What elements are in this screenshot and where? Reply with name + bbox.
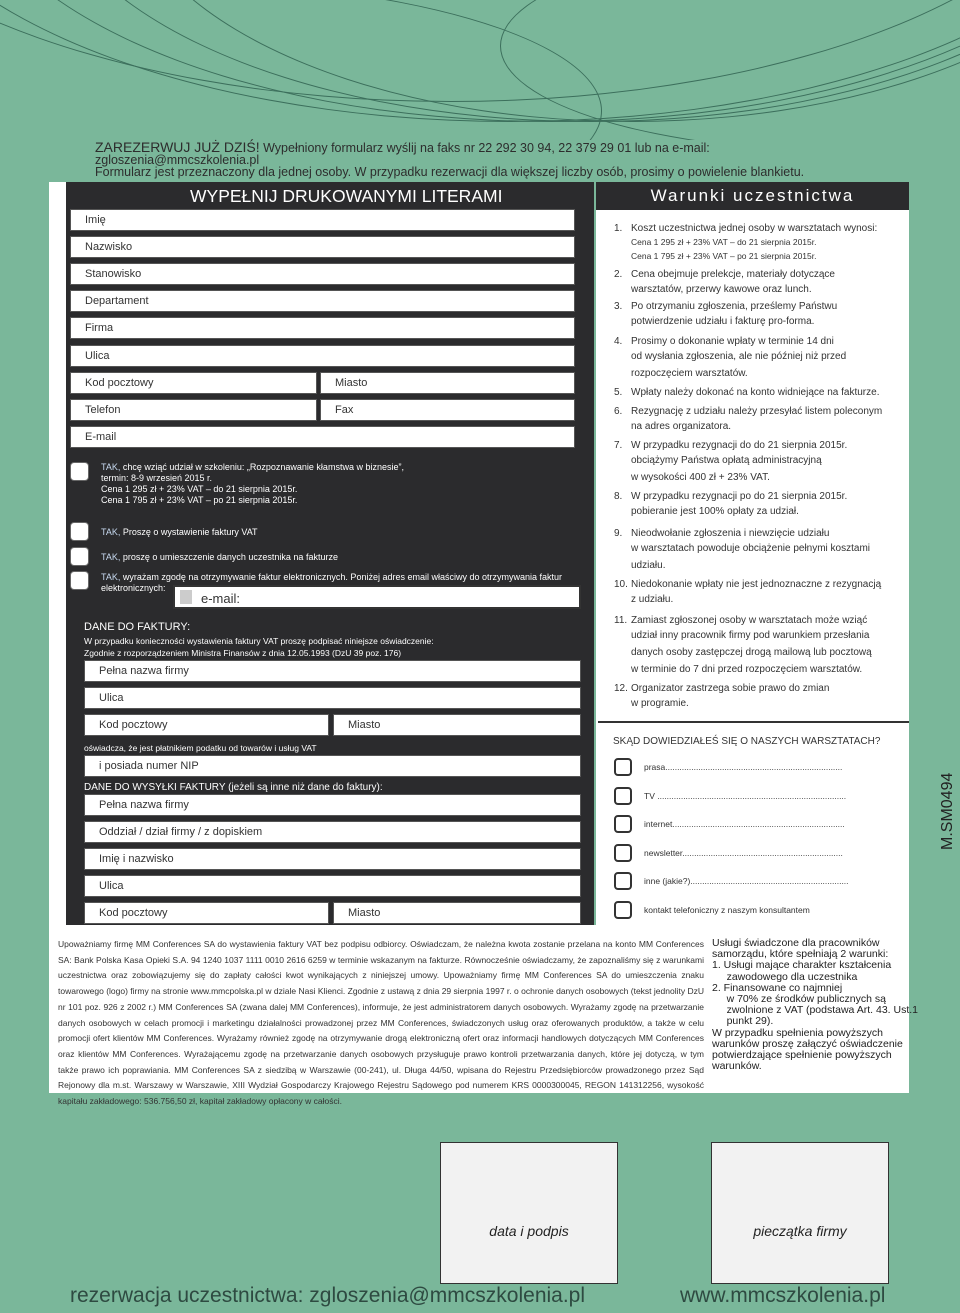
shipping-company-field[interactable]: Pełna nazwa firmy [84,794,581,816]
condition-item [614,301,904,330]
source-checkbox[interactable] [614,872,632,890]
condition-line: na adres organizatora. [631,421,732,432]
position-field[interactable]: Stanowisko [70,263,575,285]
vat-invoice-label [101,527,258,538]
postcode-field[interactable]: Kod pocztowy [70,372,317,394]
condition-line: rozpoczęciem warsztatów. [631,368,748,379]
source-label: kontakt telefoniczny z naszym konsultantem [644,904,810,915]
condition-number: 7. [614,440,623,451]
form-code: M.SM0494 [939,772,956,850]
condition-line: danych osoby zastępczej drogą mailową lub pocztową [631,647,872,658]
panel-divider [598,721,909,723]
condition-line: w terminie do 7 dni przed rozpoczęciem warsztatów. [631,664,863,675]
condition-line: w warsztatach powoduje obciążenie pełnymi kosztami [631,543,871,554]
nip-field[interactable]: i posiada numer NIP [84,755,581,777]
source-checkbox[interactable] [614,787,632,805]
condition-number: 2. [614,269,623,280]
vat-exemption-line: 1. Usługi mające charakter kształcenia [712,959,892,972]
condition-number: 4. [614,336,623,347]
source-title: SKĄD DOWIEDZIAŁEŚ SIĘ O NASZYCH WARSZTATACH? [613,736,881,747]
stamp-box[interactable] [711,1142,889,1284]
condition-line: Wpłaty należy dokonać na konto widniejące na fakturze. [631,387,880,398]
decorative-background [0,0,960,140]
vat-invoice-checkbox[interactable] [70,522,89,541]
e-invoice-text: wyrażam zgodę na otrzymywanie faktur elektronicznych. Poniżej adres email właściwy do otrzymywania faktur [120,572,563,582]
condition-item [614,336,904,382]
email-field[interactable]: E-mail [70,426,575,448]
invoice-title: DANE DO FAKTURY: [84,621,191,633]
vat-exemption-line: Usługi świadczone dla pracowników [712,937,880,949]
condition-line: Cena obejmuje prelekcje, materiały dotyczące [631,269,835,280]
training-price-2: Cena 1 795 zł + 23% VAT – po 21 sierpnia 2015r. [101,495,298,505]
training-price-1: Cena 1 295 zł + 23% VAT – do 21 sierpnia 2015r. [101,484,298,494]
vat-exemption-line: warunków proszę załączyć oświadczenie [712,1037,903,1050]
condition-item [614,491,904,520]
condition-line: Rezygnację z udziału należy przesyłać listem poleconym [631,406,883,417]
invoice-city-field[interactable]: Miasto [333,714,581,736]
vat-exemption-line: potwierdzające spełnienie powyższych [712,1049,892,1062]
source-checkbox[interactable] [614,815,632,833]
reserve-text-1: Wypełniony formularz wyślij na faks nr 22 292 30 94, 22 379 29 01 lub na e-mail: zgloszenia@mmcszkolenia.pl [95,141,710,167]
condition-line: z udziału. [631,594,674,605]
vat-exemption-line: zawodowego dla uczestnika [712,970,858,983]
conditions-title: Warunki uczestnictwa [596,182,909,210]
condition-line: Cena 1 295 zł + 23% VAT – do 21 sierpnia 2015r. [631,237,817,247]
training-date: termin: 8-9 wrzesień 2015 r. [101,473,213,483]
legal-text: Upoważniamy firmę MM Conferences SA do wystawienia faktury VAT bez podpisu odbiorcy. Oświadczam, że należna kwota zostanie przelana na konto MM Conferences SA: Bank Polska Kasa Opieki S.A. 94 1240 1037 1111 0010 2616 6259 w terminie wskazanym na fakturze. Równocześnie oświadczamy, że zapoznaliśmy się z warunkami uczestnictwa oraz zobowiązujemy się do zapłaty całości kwot wynikających z niniejszej umowy. Upoważniamy firmę MM Conferences SA do umieszczenia znaku towarowego (logo) firmy na stronie www.mmcpolska.pl w dziale Nasi Klienci. Zgodnie z ustawą z dnia 29 sierpnia 1997 r. o ochronie danych osobowych (tekst jednolity DzU nr 101 poz. 926 z 2002 r.) MM Conferences SA (zwana dalej MM Conferences), informuje, że jest administratorem danych osobowych. Wyrażamy zgodę na przetwarzanie danych osobowych w celach promocji i marketingu działalności prowadzonej przez MM Conferences, świadczonych usług oraz oferowanych produktów, a także w celu promocji ofert klientów MM Conferences. Wyrażamy również zgodę na otrzymywanie drogą elektroniczną ofert oraz informacji handlowych dotyczących MM Conferences oraz klientów MM Conferences. Wyrażającemu zgodę na przetwarzanie danych osobowych przysługuje prawo kontroli przetwarzania danych, które jej dotyczą, w tym także prawo ich poprawiania. MM Conferences SA z siedzibą w Warszawie (00-241), ul. Długa 44/50, wpisana do Rejestru Przedsiębiorców prowadzonego przez Sąd Rejonowy dla m.st. Warszawy w Warszawie, XIII Wydział Gospodarczy Krajowego Rejestru Sądowego pod numerem KRS 0000300045, REGON 141312256, wysokość kapitału zakładowego: 536.756,50 zł, kapitał zakładowy opłacony w całości. [58,939,704,1107]
condition-line: W przypadku rezygnacji po do 21 sierpnia 2015r. [631,491,848,502]
participant-text: proszę o umieszczenie danych uczestnika na fakturze [120,552,338,562]
vat-exemption-line: 2. Finansowane co najmniej [712,981,843,994]
condition-number: 8. [614,491,623,502]
signature-box[interactable] [440,1142,618,1284]
participant-data-checkbox[interactable] [70,547,89,566]
condition-number: 6. [614,406,623,417]
condition-line: Nieodwołanie zgłoszenia i niewzięcie udziału [631,528,830,539]
invoice-company-field[interactable]: Pełna nazwa firmy [84,660,581,682]
condition-number: 5. [614,387,623,398]
condition-line: obciążymy Państwa opłatą administracyjną [631,455,822,466]
condition-item [614,579,904,608]
vat-exemption-line: zwolnione z VAT (podstawa Art. 43. Ust.1 [712,1004,919,1017]
source-label: newsletter.................................................................... [644,847,843,858]
vat-exemption-line: w 70% ze środków publicznych są [712,993,886,1006]
footer-domain: mmcszkolenia [730,1284,864,1307]
email-input-marker [180,590,192,604]
e-invoice-tak: TAK, [101,572,121,582]
condition-item [614,269,904,298]
condition-line: Niedokonanie wpłaty nie jest jednoznaczne z rezygnacją [631,579,882,590]
reserve-headline: ZAREZERWUJ JUŻ DZIŚ! [95,139,260,155]
company-field[interactable]: Firma [70,317,575,339]
condition-item [614,528,904,574]
condition-number: 3. [614,301,623,312]
condition-item [614,683,904,712]
invoice-street-field[interactable]: Ulica [84,687,581,709]
condition-line: Organizator zastrzega sobie prawo do zmian [631,683,830,694]
e-invoice-email-input[interactable] [173,585,581,609]
phone-field[interactable]: Telefon [70,399,317,421]
footer-www: www. [680,1284,731,1307]
source-checkbox[interactable] [614,901,632,919]
footer-tld: .pl [863,1284,886,1307]
condition-number: 1. [614,223,623,234]
condition-line: Prosimy o dokonanie wpłaty w terminie 14 dni [631,336,834,347]
shipping-city-field[interactable]: Miasto [333,902,581,924]
invoice-postcode-field[interactable]: Kod pocztowy [84,714,329,736]
condition-item [614,223,904,263]
fax-field[interactable]: Fax [320,399,575,421]
participation-tak: TAK, [101,462,121,472]
condition-line: Cena 1 795 zł + 23% VAT – po 21 sierpnia 2015r. [631,251,817,261]
participation-checkbox[interactable] [70,462,89,481]
condition-line: Po otrzymaniu zgłoszenia, prześlemy Państwu [631,301,838,312]
source-label: inne (jakie?)................................................................... [644,876,849,886]
condition-line: W przypadku rezygnacji do do 21 sierpnia 2015r. [631,440,848,451]
condition-item [614,615,904,678]
invoice-note-1: W przypadku konieczności wystawienia faktury VAT proszę podpisać niniejsze oświadczenie: [84,636,434,646]
shipping-postcode-field[interactable]: Kod pocztowy [84,902,329,924]
condition-line: od wysłania zgłoszenia, ale nie później niż przed [631,351,847,362]
vat-exemption-line: W przypadku spełnienia powyższych [712,1026,883,1039]
form-left-strip [49,182,66,925]
footer-website[interactable] [680,1284,885,1308]
condition-number: 12. [614,683,628,694]
condition-item [614,406,904,435]
participant-data-label [101,552,338,563]
footer-reservation [70,1284,585,1308]
signature-label: data i podpis [489,1223,569,1239]
shipping-title: DANE DO WYSYŁKI FAKTURY (jeżeli są inne niż dane do faktury): [84,782,383,793]
source-checkbox[interactable] [614,844,632,862]
source-checkbox[interactable] [614,758,632,776]
vat-exemption-line: punkt 29). [712,1015,774,1028]
vat-exemption-note [712,937,919,1073]
source-label: TV ................................................................................ [644,790,847,801]
reservation-note [95,141,875,178]
street-field[interactable]: Ulica [70,345,575,367]
participation-label [101,462,571,506]
city-field[interactable]: Miasto [320,372,575,394]
vat-exemption-line: samorządu, które spełniają 2 warunki: [712,948,889,961]
reserve-text-2: Formularz jest przeznaczony dla jednej osoby. W przypadku rezerwacji dla większej liczby osób, prosimy o powielenie blankietu. [95,165,805,179]
vat-text: Proszę o wystawienie faktury VAT [120,527,258,537]
form-title: WYPEŁNIJ DRUKOWANYMI LITERAMI [190,186,503,206]
condition-number: 10. [614,579,628,590]
condition-line: warsztatów, przerwy kawowe oraz lunch. [631,284,812,295]
participant-tak: TAK, [101,552,121,562]
participation-text: chcę wziąć udział w szkoleniu: „Rozpoznawanie kłamstwa w biznesie”, [120,462,404,472]
vat-exemption-line: warunków. [712,1060,762,1073]
condition-line: w wysokości 400 zł + 23% VAT. [631,472,770,483]
footer-prefix: rezerwacja uczestnictwa: [70,1284,310,1307]
vat-payer-note: oświadcza, że jest płatnikiem podatku od towarów i usług VAT [84,743,317,753]
surname-field[interactable]: Nazwisko [70,236,575,258]
source-label: prasa........................................................................... [644,762,843,772]
condition-line: w programie. [631,698,689,709]
vat-tak: TAK, [101,527,121,537]
department-field[interactable]: Departament [70,290,575,312]
shipping-person-field[interactable]: Imię i nazwisko [84,848,581,870]
condition-item [614,440,904,486]
condition-item [614,387,904,399]
condition-line: udziału. [631,560,666,571]
stamp-label: pieczątka firmy [753,1223,847,1239]
condition-number: 9. [614,528,623,539]
e-invoice-text-2: elektronicznych: [101,583,166,593]
source-label: internet......................................................................... [644,819,845,829]
condition-number: 11. [614,615,628,626]
email-input-label: e-mail: [201,591,241,606]
condition-line: pobieranie jest 100% opłaty za udział. [631,506,799,517]
shipping-street-field[interactable]: Ulica [84,875,581,897]
condition-line: potwierdzenie udziału i fakturę pro-forma. [631,316,815,327]
e-invoice-checkbox[interactable] [70,571,89,590]
footer-email-link[interactable]: zgloszenia@mmcszkolenia.pl [309,1284,586,1307]
form-code-box [909,772,956,930]
condition-line: Koszt uczestnictwa jednej osoby w warsztatach wynosi: [631,223,878,234]
condition-line: Zamiast zgłoszonej osoby w warsztatach może wziąć [631,615,868,626]
name-field[interactable]: Imię [70,209,575,231]
invoice-note-2: Zgodnie z rozporządzeniem Ministra Finansów z dnia 12.05.1993 (DzU 39 poz. 176) [84,648,402,658]
condition-line: udział inny pracownik firmy pod warunkiem przesłania [631,630,870,641]
shipping-department-field[interactable]: Oddział / dział firmy / z dopiskiem [84,821,581,843]
